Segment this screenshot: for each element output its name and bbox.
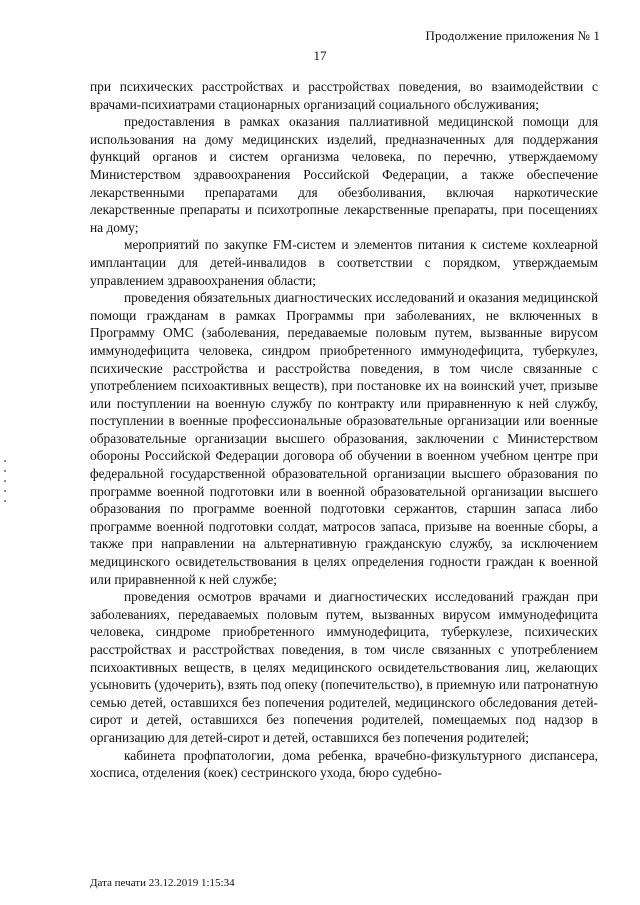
page-number: 17 [313, 48, 327, 63]
appendix-continuation-header: Продолжение приложения № 1 [425, 28, 600, 43]
margin-scan-marks [4, 460, 8, 520]
paragraph-continued: при психических расстройствах и расстройствах поведения, во взаимодействии с врачами-психиатрами стационарных организаций социального обслуживания; [90, 79, 598, 112]
paragraph: предоставления в рамках оказания паллиативной медицинской помощи для использования на дому медицинских изделий, предназначенных для поддержания функций органов и систем организма человека, по перечню, утверждаемому Министерством здравоохранения Российской Федерации, а также обеспечение лекарственными препаратами для обезболивания, включая наркотические лекарственные препараты и психотропные лекарственные препараты, при посещениях на дому; [90, 114, 598, 235]
paragraph: мероприятий по закупке FM-систем и элементов питания к системе кохлеарной имплантации для детей-инвалидов в соответствии с порядком, утверждаемым управлением здравоохранения области; [90, 237, 598, 288]
paragraph: кабинета профпатологии, дома ребенка, врачебно-физкультурного диспансера, хосписа, отделения (коек) сестринского ухода, бюро судебно- [90, 747, 598, 781]
print-date-footer: Дата печати 23.12.2019 1:15:34 [90, 877, 235, 889]
paragraph: проведения обязательных диагностических исследований и оказания медицинской помощи гражданам в рамках Программы при заболеваниях, не включенных в Программу ОМС (заболевания, передаваемые половым путем, вызванные вирусом иммунодефицита человека, синдром приобретенного иммунодефицита, туберкулез, психические расстройства и расстройства поведения, в том числе связанные с употреблением психоактивных веществ), при постановке их на воинский учет, призыве или поступлении на военную службу по контракту или приравненную к ней службу, поступлении в военные профессиональные образовательные организации или военные образовательные организации высшего образования, заключении с Министерством обороны Российской Федерации договора об обучении в военном учебном центре при федеральной государственной образовательной организации высшего образования по программе военной подготовки или в военной образовательной организации высшего образования по программе военной подготовки сержантов, старшин запаса либо программе военной подготовки солдат, матросов запаса, призыве на военные сборы, а также при направлении на альтернативную гражданскую службу, за исключением медицинского освидетельствования в целях определения годности граждан к военной или приравненной к ней службе; [90, 290, 598, 587]
document-body [90, 78, 598, 782]
paragraph: проведения осмотров врачами и диагностических исследований граждан при заболеваниях, передаваемых половым путем, вызванных вирусом иммунодефицита человека, синдроме приобретенного иммунодефицита, туберкулезе, психических расстройствах и расстройствах поведения, в том числе связанных с употреблением психоактивных веществ, в целях медицинского освидетельствования лиц, желающих усыновить (удочерить), взять под опеку (попечительство), в приемную или патронатную семью детей, оставшихся без попечения родителей, медицинского обследования детей-сирот и детей, оставшихся без попечения родителей, помещаемых под надзор в организацию для детей-сирот и детей, оставшихся без попечения родителей; [90, 589, 598, 745]
